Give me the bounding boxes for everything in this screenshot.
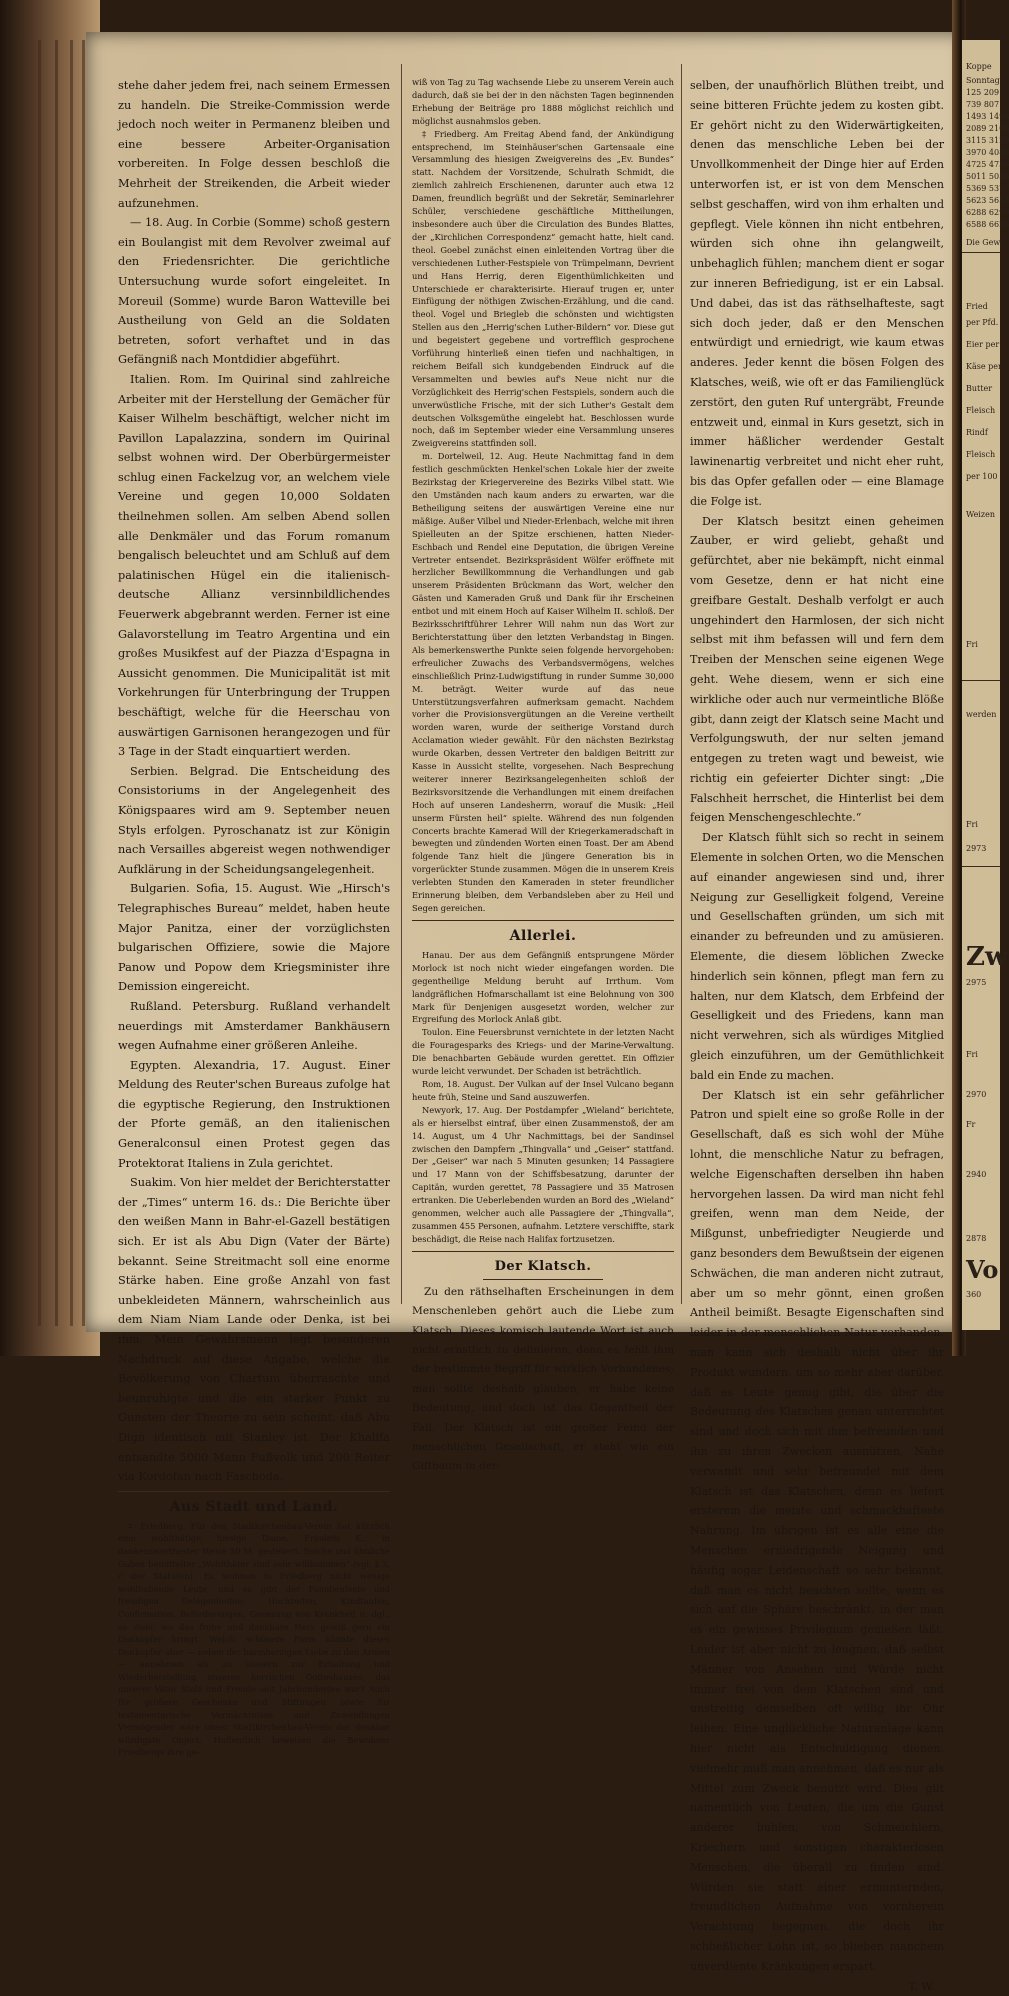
article-paragraph: — 18. Aug. In Corbie (Somme) schoß gestern ein Boulangist mit dem Revolver zweimal auf den Friedensrichter. Die gerichtliche Untersuchung wurde sofort eingeleitet. In Moreuil (Somme) wurde Baron Watteville bei Austheilung von Geld an die Soldaten betreten, sofort verhaftet und in das Gefängniß nach Montdidier abgeführt. [118,213,390,370]
next-page-fragment: Die Gewi [966,238,1003,248]
next-page-fragment: Eier per [966,340,999,350]
next-page-fragment: 6288 6290 [966,208,1009,218]
next-page-fragment: 2975 [966,978,986,988]
next-page-fragment: Fleisch [966,406,995,416]
next-page-fragment: Butter [966,384,992,394]
section-rule [412,1251,674,1252]
next-page-fragment: 739 807 [966,100,999,110]
section-heading: Allerlei. [412,927,674,945]
article-paragraph: Serbien. Belgrad. Die Entscheidung des Consistoriums in der Angelegenheit des Königspaares wird am 9. September neuen Styls erfolgen. Pyroschanatz ist zur Königin nach Versailles abgereist wegen nothwendiger Aufklärung in der Scheidungsangelegenheit. [118,762,390,880]
article-paragraph: Der Klatsch besitzt einen geheimen Zauber, er wird geliebt, gehaßt und gefürchtet, aber nie bekämpft, nicht einmal vom Gesetze, denn er hat nicht eine greifbare Gestalt. Deshalb verfolgt er auch ungehindert den Harmlosen, der sich nicht selbst mit ihm befassen will und fern dem Treiben der Menschen seine eigenen Wege geht. Wehe diesem, wenn er sich eine wirkliche oder auch nur vermeintliche Blöße gibt, dann zeigt der Klatsch seine Macht und Verfolgungswuth, der nur selten jemand entgegen zu treten wagt und beweist, wie richtig ein gefeierter Dichter singt: „Die Falschheit herrschet, die Hinterlist bei dem feigen Menschengeschlechte.“ [690,512,944,829]
next-page-rule [962,866,1000,867]
article-paragraph: Zu den räthselhaften Erscheinungen in dem Menschenleben gehört auch die Liebe zum Klatsch. Dieses komisch lautende Wort ist auch nicht ernstlich zu definieren, denn es fehlt ihm der bestimmte Begriff für wirklich Vorhandenes; man sollte deshalb glauben, er habe keine Bedeutung, und doch ist das Gegentheil der Fall. Der Klatsch ist ein großer Feind der menschlichen Gesellschaft, er steht wie ein Giftbaum in der- [412,1283,674,1477]
section-rule [118,1491,390,1492]
next-page-fragment: werden [966,710,996,720]
local-news-continued [412,76,674,915]
column-divider [681,64,682,1304]
article-paragraph: Suakim. Von hier meldet der Berichterstatter der „Times“ unterm 16. ds.: Die Berichte über den weißen Mann in Bahr-el-Gazell bestätigen sich. Er ist als Abu Dign (Vater der Bärte) bekannt. Seine Streitmacht soll eine enorme Stärke haben. Eine große Anzahl von fast unbekleideten Männern, wahrscheinlich aus dem Niam Niam Lande oder Denka, ist bei ihm. Mein Gewährsmann legt besonderen Nachdruck auf diese Angabe, welche die Bevölkerung von Chartum überraschte und beunruhigte und die ein starker Punkt zu Gunsten der Theorie zu sein scheint, daß Abu Dign identisch mit Stanley ist. Der Khalifa entsandte 5000 Mann Fußvolk und 200 Reiter via Kordofan nach Faschoda. [118,1173,390,1487]
article-paragraph: ‡ Friedberg. Für den Stadtkirchenbau-Verein hat kürzlich eine wohlthätige hiesige Dame, Fräulein K., in dankenswerthester Weise 50 M. gesteuert. Solche und ähnliche Gaben bemittelter „Wohlthäter sind sehr willkommen“ (vgl. § 3, c der Statuten). Es wohnen in Friedberg nicht wenige wohlhabende Leute, und es gibt der Familienfeste und freudigen Gelegenheiten: Hochzeiten, Kindtaufen, Confirmation, Beförderungen, Genesung von Krankheit u. dgl., so viele, wo das frohe und dankbare Herz gewiß gern ein Dankopfer bringt. Welch' schönere Form könnte dieses Dankopfer aber — neben der barmherzigen Liebe zu den Armen — annehmen als zu steuern zur Erhaltung und Wiederherstellung unseres herrlichen Gotteshauses, das unserer Väter Stolz und Freude seit Jahrhunderten war? Auch für größere Geschenke und Stiftungen sowie für testamentarische Vermächtnisse und Zuwendungen Vermögender wäre unser Stadtkirchenbau-Verein das denkbar würdigste Object. Hoffentlich beweisen die Bewohner Friedbergs ihre ge- [118,1520,390,1759]
article-paragraph: Der Klatsch fühlt sich so recht in seinem Elemente in solchen Orten, wo die Menschen auf einander angewiesen sind und, ihrer Neigung zur Geselligkeit folgend, Vereine und Gesellschaften gründen, um sich mit einander zu befreunden und zu amüsieren. Elemente, die diesem löblichen Zwecke hinderlich sein können, pflegt man fern zu halten, nur dem Klatsch, dem Erbfeind der Geselligkeit und des Friedens, kann man nicht verwehren, sich als würdiges Mitglied gleich einzuführen, um der Gemüthlichkeit bald ein Ende zu machen. [690,828,944,1085]
article-paragraph: ‡ Friedberg. Am Freitag Abend fand, der Ankündigung entsprechend, im Steinhäuser'schen Gartensaale eine Versammlung des hiesigen Zweigvereins des „Ev. Bundes“ statt. Nachdem der Vorsitzende, Schulrath Schmidt, die ziemlich zahlreich Erschienenen, darunter auch etwa 12 Damen, freundlich begrüßt und der Sekretär, Seminarlehrer Schüler, verschiedene geschäftliche Mittheilungen, insbesondere auch über die Circulation des Bundes Blattes, der „Kirchlichen Correspondenz“ gemacht hatte, hielt cand. theol. Goebel zunächst einen einleitenden Vortrag über die verschiedenen Luther-Festspiele von Trümpelmann, Devrient und Hans Herrig, deren Eigenthümlichkeiten und Unterschiede er charakterisirte. Hierauf trugen er, unter Einfügung der nöthigen Zwischen-Erzählung, und die cand. theol. Vogel und Briegleb die schönsten und wichtigsten Stellen aus den „Herrig'schen Luther-Bildern“ vor. Diese gut und begeistert gegebene und vortrefflich gesprochene Vorführung hinterließ einen tiefen und nachhaltigen, in reichem Beifall sich kundgebenden Eindruck auf die Versammelten und bewies auf's Neue nicht nur die Vorzüglichkeit des Herrig'schen Festspiels, sondern auch die unverwüstliche Frische, mit der sich Luther's Gestalt dem deutschen Volksgemüthe eingelebt hat. Beschlossen wurde noch, daß im September wieder eine Versammlung unseres Zweigvereins stattfinden soll. [412,128,674,451]
local-news [118,1520,390,1759]
next-page-fragment: 3970 4083 [966,148,1009,158]
next-page-fragment: Fri [966,1050,978,1060]
next-page-rule [962,252,1000,253]
next-page-fragment: Koppe [966,62,992,72]
next-page-fragment: 1493 1498 [966,112,1009,122]
article-paragraph: Italien. Rom. Im Quirinal sind zahlreiche Arbeiter mit der Herstellung der Gemächer für Kaiser Wilhelm beschäftigt, welcher nicht im Pavillon Lapalazzina, sondern im Quirinal selbst wohnen wird. Der Oberbürgermeister schlug einen Fackelzug vor, an welchem viele Vereine und gegen 10,000 Soldaten theilnehmen sollen. Am selben Abend sollen alle Denkmäler und das Forum romanum bengalisch beleuchtet und am Schluß auf dem palatinischen Hügel ein die italienisch-deutsche Allianz versinnbildlichendes Feuerwerk abgebrannt werden. Ferner ist eine Galavorstellung im Teatro Argentina und ein großes Musikfest auf der Piazza d'Espagna in Aussicht genommen. Die Municipalität ist mit Vorkehrungen für Unterbringung der Truppen beschäftigt, welche für die Heerschau von auswärtigen Garnisonen herangezogen und für 3 Tage in der Stadt einquartiert werden. [118,370,390,762]
misc-news [412,949,674,1246]
next-page-fragment: Sonntag [966,76,1000,86]
section-heading: Aus Stadt und Land. [118,1498,390,1516]
book-page-edges [0,0,100,1356]
next-page-fragment: 3115 3120 [966,136,1009,146]
article-paragraph: Rom, 18. August. Der Vulkan auf der Insel Vulcano begann heute früh, Steine und Sand auszuwerfen. [412,1078,674,1104]
next-page-fragment: 2089 2108 [966,124,1009,134]
next-page-fragment: 5623 5654 [966,196,1009,206]
article-paragraph: stehe daher jedem frei, nach seinem Ermessen zu handeln. Die Streike-Commission werde jedoch noch weiter in Permanenz bleiben und eine bessere Arbeiter-Organisation vorbereiten. In Folge dessen beschloß die Mehrheit der Streikenden, die Arbeit wieder aufzunehmen. [118,76,390,213]
next-page-fragment: 5011 5056 [966,172,1009,182]
next-page-fragment: Fr [966,1120,975,1130]
next-page-fragment: 2940 [966,1170,986,1180]
next-page-fragment: Zw [966,942,1007,972]
article-paragraph: Egypten. Alexandria, 17. August. Einer Meldung des Reuter'schen Bureaus zufolge hat die egyptische Regierung, den Instruktionen der Pforte gemäß, an den italienischen Generalconsul einen Protest gegen das Protektorat Italiens in Zula gerichtet. [118,1056,390,1174]
article-paragraph: wiß von Tag zu Tag wachsende Liebe zu unserem Verein auch dadurch, daß sie bei der in den nächsten Tagen beginnenden Erhebung der Beiträge pro 1888 möglichst reichlich und möglichst ausnahmslos geben. [412,76,674,128]
next-page-fragment: Fleisch [966,450,995,460]
next-page-fragment: Rindf [966,428,988,438]
article-paragraph: Newyork, 17. Aug. Der Postdampfer „Wieland“ berichtete, als er hierselbst eintraf, über einen Zusammenstoß, der am 14. August, um 4 Uhr Nachmittags, bei der Sandinsel zwischen den Dampfern „Thingvalla“ und „Geiser“ stattfand. Der „Geiser“ war nach 5 Minuten gesunken; 14 Passagiere und 17 Mann von der Schiffsbesatzung, darunter der Capitän, wurden gerettet, 78 Passagiere und 35 Matrosen ertranken. Die Ueberlebenden wurden an Bord des „Wieland“ genommen, welcher auch alle Passagiere der „Thingvalla“, zusammen 455 Personen, aufnahm. Letztere verschiffte, stark beschädigt, die Reise nach Halifax fortzusetzen. [412,1104,674,1246]
article-paragraph: Bulgarien. Sofia, 15. August. Wie „Hirsch's Telegraphisches Bureau“ meldet, haben heute Major Panitza, einer der vorzüglichsten bulgarischen Offiziere, sowie die Majore Panow und Popow dem Kriegsminister ihre Demission eingereicht. [118,879,390,997]
section-rule [412,920,674,921]
next-page-fragment: per Pfd. [966,318,998,328]
article-paragraph: Rußland. Petersburg. Rußland verhandelt neuerdings mit Amsterdamer Bankhäusern wegen Aufnahme einer größeren Anleihe. [118,997,390,1056]
next-page-fragment: 360 [966,1290,981,1300]
article-paragraph: Toulon. Eine Feuersbrunst vernichtete in der letzten Nacht die Fouragesparks des Kriegs- und der Marine-Verwaltung. Die benachbarten Gebäude wurden gerettet. Ein Offizier wurde leicht verwundet. Der Schaden ist beträchtlich. [412,1026,674,1078]
next-page-fragment: Vo [966,1256,998,1284]
next-page-fragment: 125 209 [966,88,999,98]
article-paragraph: Hanau. Der aus dem Gefängniß entsprungene Mörder Morlock ist noch nicht wieder eingefangen worden. Die gegentheilige Meldung beruht auf Irrthum. Vom landgräflichen Hofmarschallamt ist eine Belohnung von 300 Mark für Denjenigen ausgesetzt worden, welcher zur Ergreifung des Morlock Anlaß gibt. [412,949,674,1026]
next-page-fragment: Weizen [966,510,995,520]
next-page-fragment: Fri [966,820,978,830]
next-page-fragment: 2970 [966,1090,986,1100]
next-page-fragment: Fried [966,302,988,312]
next-page-fragment: 5369 5377 [966,184,1009,194]
feuilleton-heading: Der Klatsch. [412,1258,674,1275]
next-page-fragment: 4725 4736 [966,160,1009,170]
article-paragraph: Der Klatsch ist ein sehr gefährlicher Patron und spielt eine so große Rolle in der Gesellschaft, daß es sich wohl der Mühe lohnt, die menschliche Natur zu befragen, welche Eigenschaften derselben ihn haben hervorgehen lassen. Da wird man nicht fehl greifen, wenn man dem Neide, der Mißgunst, unbefriedigter Neugierde und ganz besonders dem Bewußtsein der eigenen Schwächen, die man anderen nicht zutraut, aber um so mehr gönnt, einen großen Antheil beimißt. Besagte Eigenschaften sind leider in der menschlichen Natur vorhanden, man kann sich deshalb nicht über ihr Produkt wundern, um so mehr aber darüber, daß es Leute genug gibt, die über die Bedeutung des Klatsches genau unterrichtet sind und doch sich mit ihm befreunden und ihn zu ihren Zwecken ausnützen. Nahe verwandt und sehr befreundet mit dem Klatsch ist das Klatschen, denn es liefert ersterem die meiste und schmackhafteste Nahrung. Im übrigen ist es alle eine die Menschen erniedrigende Neigung und häufig sogar Leidenschaft so sehr bekannt, daß man es nicht beachten sollte, wenn es sich auf die Sphäre beschränkt, in der man es ein gewisses Privilegium genießen läßt. Leider ist aber nicht zu leugnen, daß selbst Männer von Ansehen und Würde nicht immer frei von dem Klatschen sind und unstreitig demselben oft willig ihr Ohr leihen. Eine unglückliche Naturanlage kann hier nicht als Entschuldigung dienen, vielmehr muß man annehmen, daß es nur als Mittel zum Zweck benutzt wird. Dies gilt namentlich von Leuten, die um die Gunst anderer buhlen, von Schmeichlern, Kriechern und sonstigen charakterlosen Menschen, die überall zu finden sind. Würden sie statt einer ermunternden, freundlichen Aufnahme von vornherein Verachtung begegnen, die doch ihr schließlicher Lohn ist, so blieben manchem unverdiente Kränkungen erspart. [690,1086,944,1977]
next-page-fragment: 2878 [966,1234,986,1244]
next-page-edge [962,40,1000,1330]
next-page-rule [962,680,1000,681]
next-page-fragment: 6588 6626 [966,220,1009,230]
next-page-fragment: Käse per [966,362,1002,372]
author-signature: T. W. [690,1977,944,1996]
next-page-fragment: per 100 [966,472,998,482]
article-paragraph: m. Dortelweil, 12. Aug. Heute Nachmittag fand in dem festlich geschmückten Henkel'schen Lokale hier der zweite Bezirkstag der Kriegervereine des Bezirks Vilbel statt. Wie den Umständen nach kaum anders zu erwarten, war die Betheiligung seitens der auswärtigen Vereine eine nur mäßige. Außer Vilbel und Nieder-Erlenbach, welche mit ihren Spielleuten an der Spitze erschienen, hatten Nieder-Eschbach und Rendel eine Deputation, die übrigen Vereine Vertreter entsendet. Bezirkspräsident Wölfer eröffnete mit herzlicher Bewillkommnung die Verhandlungen und gab unserem Präsidenten Brückmann das Wort, welcher den Gästen und Kameraden Gruß und Dank für ihr Erscheinen entbot und mit einem Hoch auf Kaiser Wilhelm II. schloß. Der Bezirksschriftführer Lehrer Will nahm nun das Wort zur Berichterstattung über den letzten Verbandstag in Bingen. Als bemerkenswerthe Punkte seien folgende hervorgehoben: erfreulicher Zuwachs des Verbandsvermögens, welches einschließlich Prinz-Ludwigstiftung in runder Summe 30,000 M. beträgt. Weiter wurde auf das neue Unterstützungsverfahren aufmerksam gemacht. Nachdem vorher die Provisionsvergütungen an die Vereine vertheilt worden waren, wurde der seitherige Vorstand durch Acclamation wieder gewählt. Für den nächsten Bezirkstag wurde Okarben, dessen Vertreter den baldigen Beitritt zur Kasse in Aussicht stellte, vorgesehen. Nach Besprechung weiterer innerer Bezirksangelegenheiten schloß der Bezirksvorsitzende die Verhandlungen mit einem dreifachen Hoch auf unseren Landesherrn, worauf die Musik: „Heil unserm Fürsten heil“ spielte. Während des nun folgenden Concerts brachte Kamerad Will der Kriegerkameradschaft in bewegten und zündenden Worten einen Toast. Der am Abend folgende Tanz hielt die jüngere Generation bis in vorgerückter Stunde zusammen. Mögen die in unserem Kreis verlebten Stunden den Kameraden in steter freundlicher Erinnerung bleiben, dem Verbandsleben aber zu Heil und Segen gereichen. [412,450,674,915]
section-rule [483,1279,603,1280]
next-page-fragment: 2973 [966,844,986,854]
column-two [412,76,674,1477]
article-paragraph: selben, der unaufhörlich Blüthen treibt, und seine bitteren Früchte jedem zu kosten gibt. Er gehört nicht zu den Widerwärtigkeiten, denen das menschliche Leben bei der Unvollkommenheit der Dinge hier auf Erden unterworfen ist, er ist von dem Menschen selbst geschaffen, wird von ihm erhalten und gepflegt. Viele können ihn nicht entbehren, würden sich ohne ihn gelangweilt, unbehaglich fühlen; manchem dient er sogar zur inneren Befriedigung, ist er ein Labsal. Und dabei, das ist das räthselhafteste, sagt sich doch jeder, daß er den Menschen entwürdigt und erniedrigt, wie kaum etwas anderes. Jeder kennt die bösen Folgen des Klatsches, weiß, wie oft er das Familienglück zerstört, den guten Ruf untergräbt, Freunde entzweit und, einmal in Kurs gesetzt, sich in immer häßlicher werdender Gestalt lawinenartig verbreitet und nicht eher ruht, bis das Opfer gefallen oder — eine Blamage die Folge ist. [690,76,944,512]
next-page-fragment: Fri [966,640,978,650]
column-three [690,76,944,1996]
column-divider [401,64,402,1304]
column-one [118,76,390,1759]
